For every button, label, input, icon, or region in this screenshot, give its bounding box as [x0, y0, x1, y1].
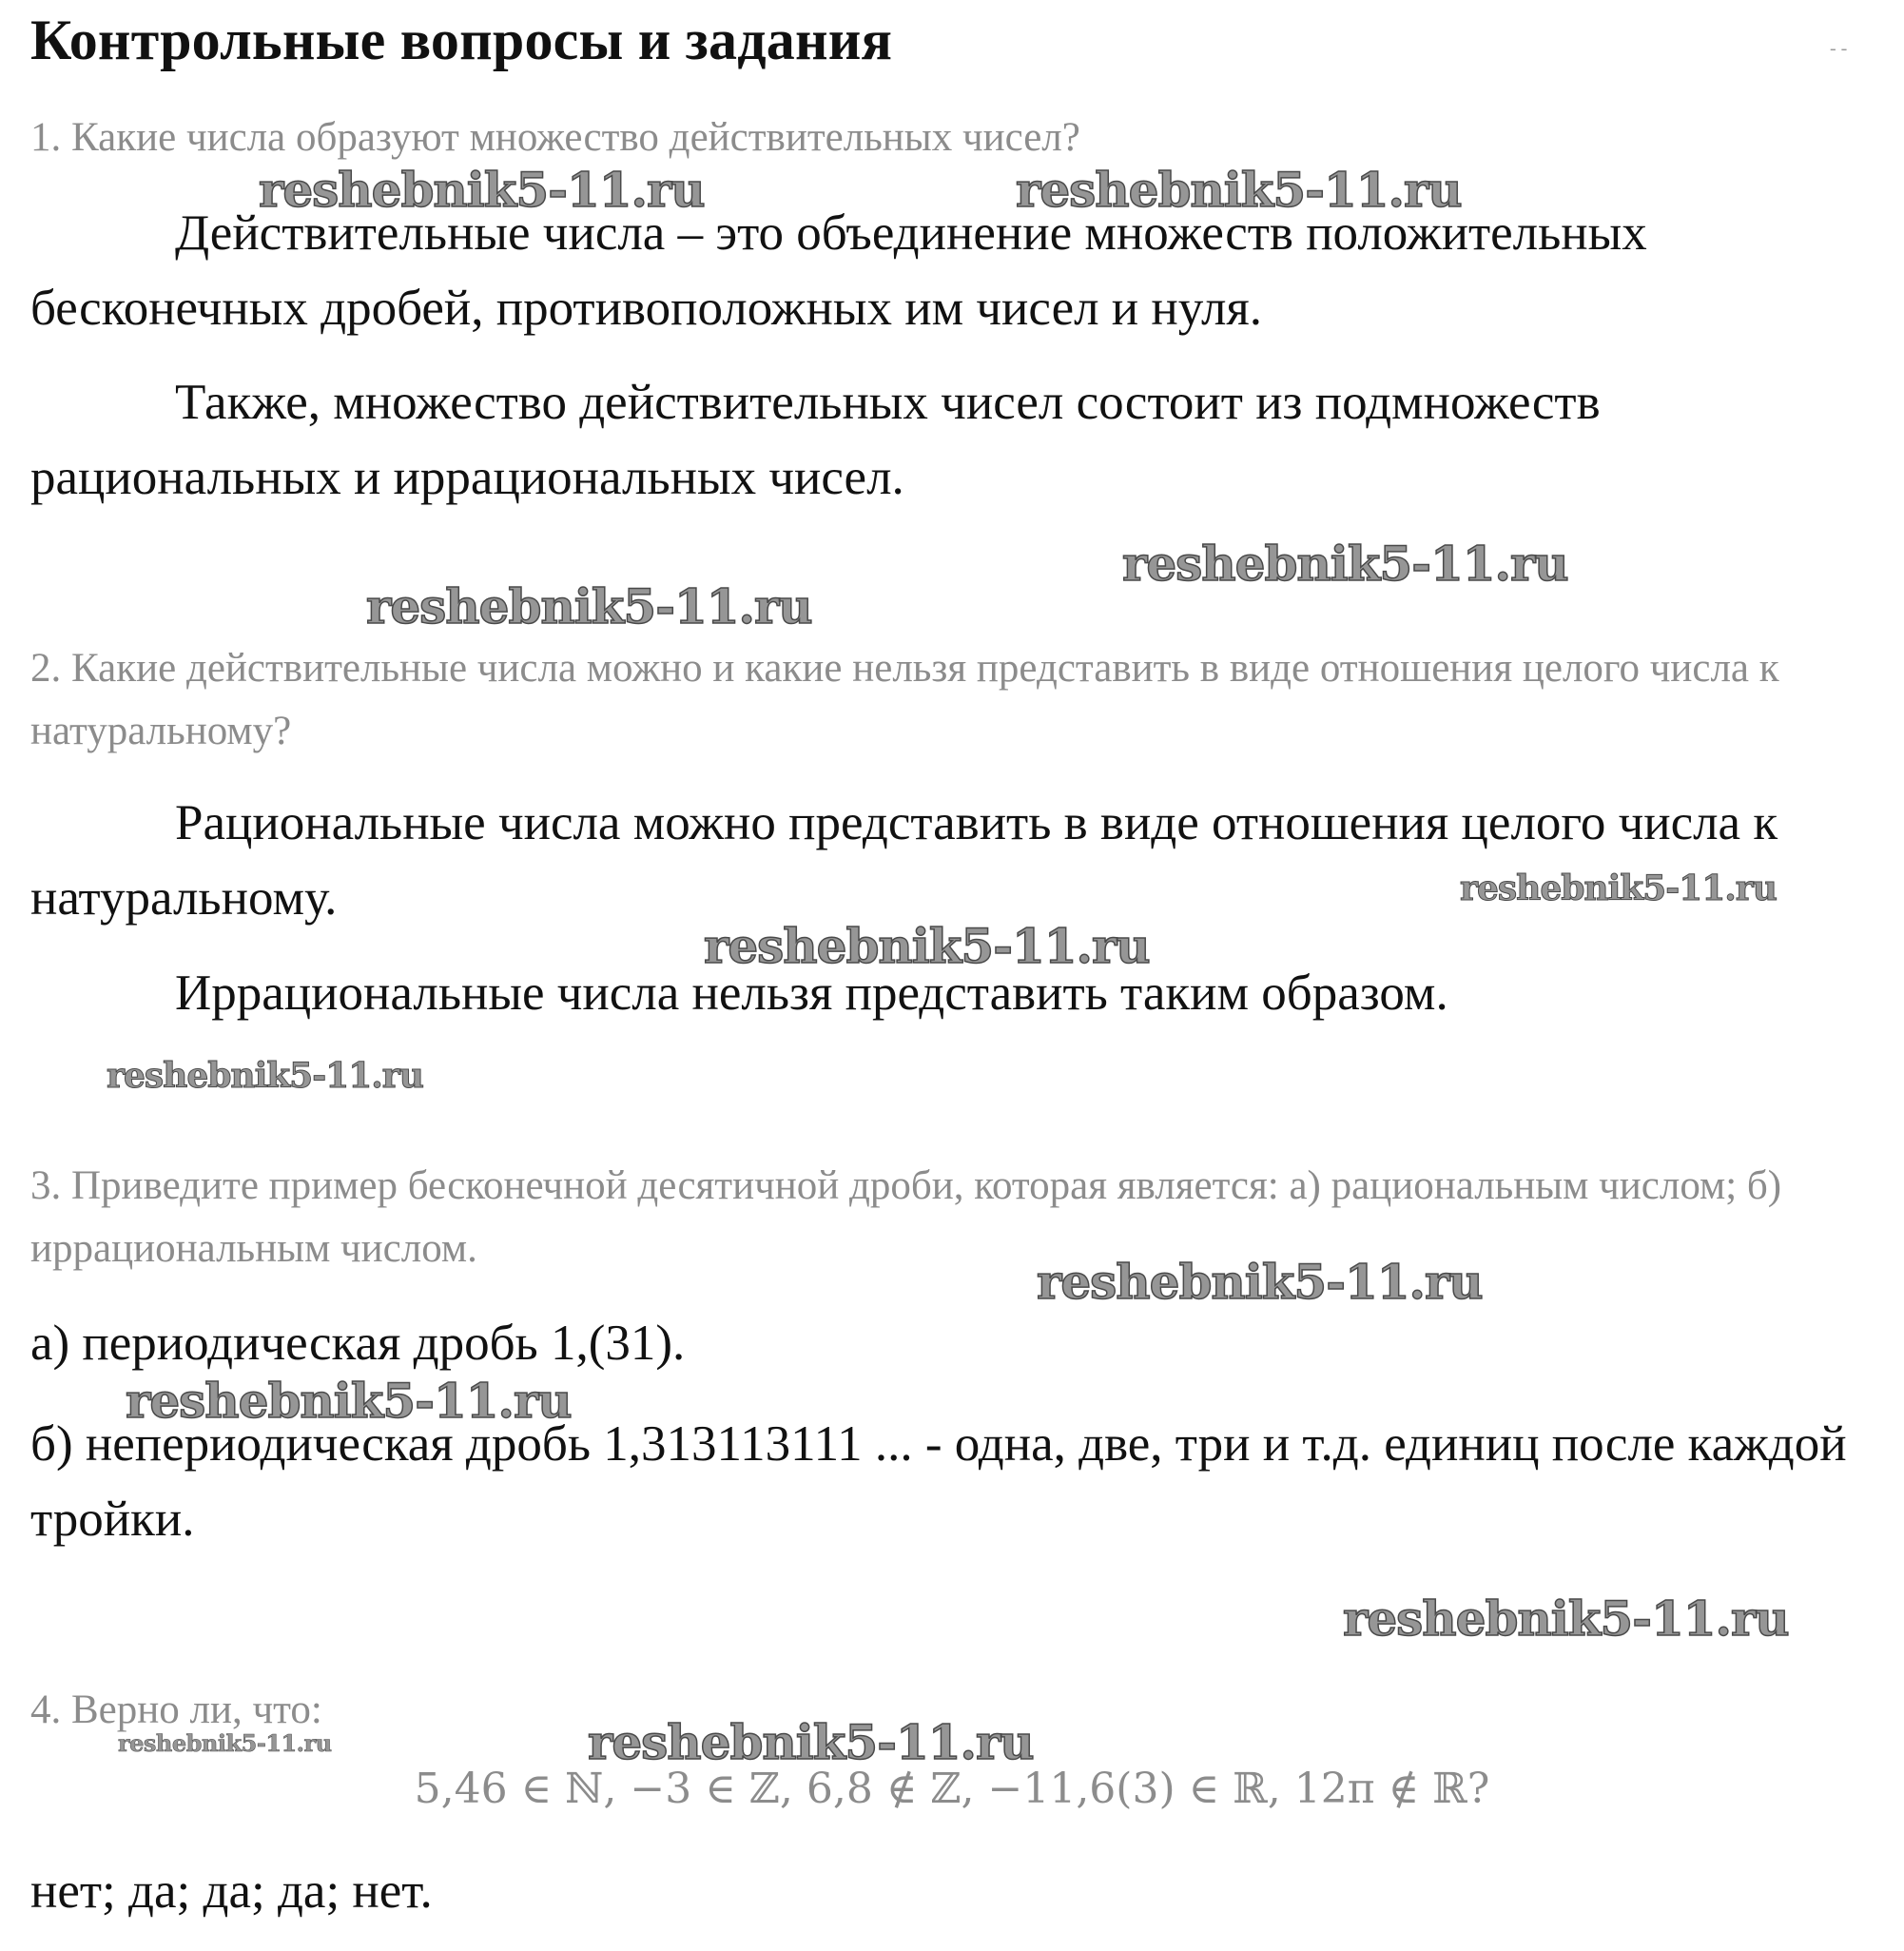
corner-mark: - -	[1830, 38, 1848, 59]
question-4: 4. Верно ли, что:	[30, 1688, 322, 1732]
watermark: reshebnik5-11.ru	[259, 162, 705, 218]
answer-4: нет; да; да; да; нет.	[30, 1863, 433, 1919]
watermark: reshebnik5-11.ru	[118, 1729, 332, 1757]
watermark: reshebnik5-11.ru	[704, 918, 1150, 974]
answer-3-b: б) непериодическая дробь 1,313113111 ... - одна, две, три и т.д. единиц после каждой тройки.	[30, 1416, 1847, 1547]
answer-1-paragraph-2: Также, множество действительных чисел состоит из подмножеств рациональных и иррациональных чисел.	[30, 375, 1601, 505]
watermark: reshebnik5-11.ru	[1122, 536, 1568, 592]
question-2: 2. Какие действительные числа можно и какие нельзя представить в виде отношения целого числа к натуральному?	[30, 646, 1779, 753]
page-title: Контрольные вопросы и задания	[30, 9, 893, 71]
watermark: reshebnik5-11.ru	[588, 1714, 1034, 1770]
watermark: reshebnik5-11.ru	[1037, 1254, 1483, 1310]
question-3: 3. Приведите пример бесконечной десятичной дроби, которая является: а) рациональным числом; б) иррациональным числом.	[30, 1163, 1782, 1271]
watermark: reshebnik5-11.ru	[366, 578, 812, 634]
watermark: reshebnik5-11.ru	[107, 1056, 423, 1096]
answer-2-paragraph-1: Рациональные числа можно представить в виде отношения целого числа к натуральному.	[30, 795, 1778, 926]
watermark: reshebnik5-11.ru	[126, 1373, 572, 1429]
answer-3-a: а) периодическая дробь 1,(31).	[30, 1316, 686, 1371]
watermark: reshebnik5-11.ru	[1460, 868, 1777, 908]
watermark: reshebnik5-11.ru	[1016, 162, 1462, 218]
answer-2-paragraph-2: Иррациональные числа нельзя представить таким образом.	[175, 966, 1448, 1021]
question-1: 1. Какие числа образуют множество действительных чисел?	[30, 115, 1080, 160]
watermark: reshebnik5-11.ru	[1343, 1590, 1789, 1647]
answer-1-paragraph-1: Действительные числа – это объединение множеств положительных бесконечных дробей, противоположных им чисел и нуля.	[30, 205, 1647, 336]
formula: 5,46 ∈ ℕ, −3 ∈ ℤ, 6,8 ∉ ℤ, −11,6(3) ∈ ℝ, 12π ∉ ℝ?	[414, 1765, 1490, 1813]
